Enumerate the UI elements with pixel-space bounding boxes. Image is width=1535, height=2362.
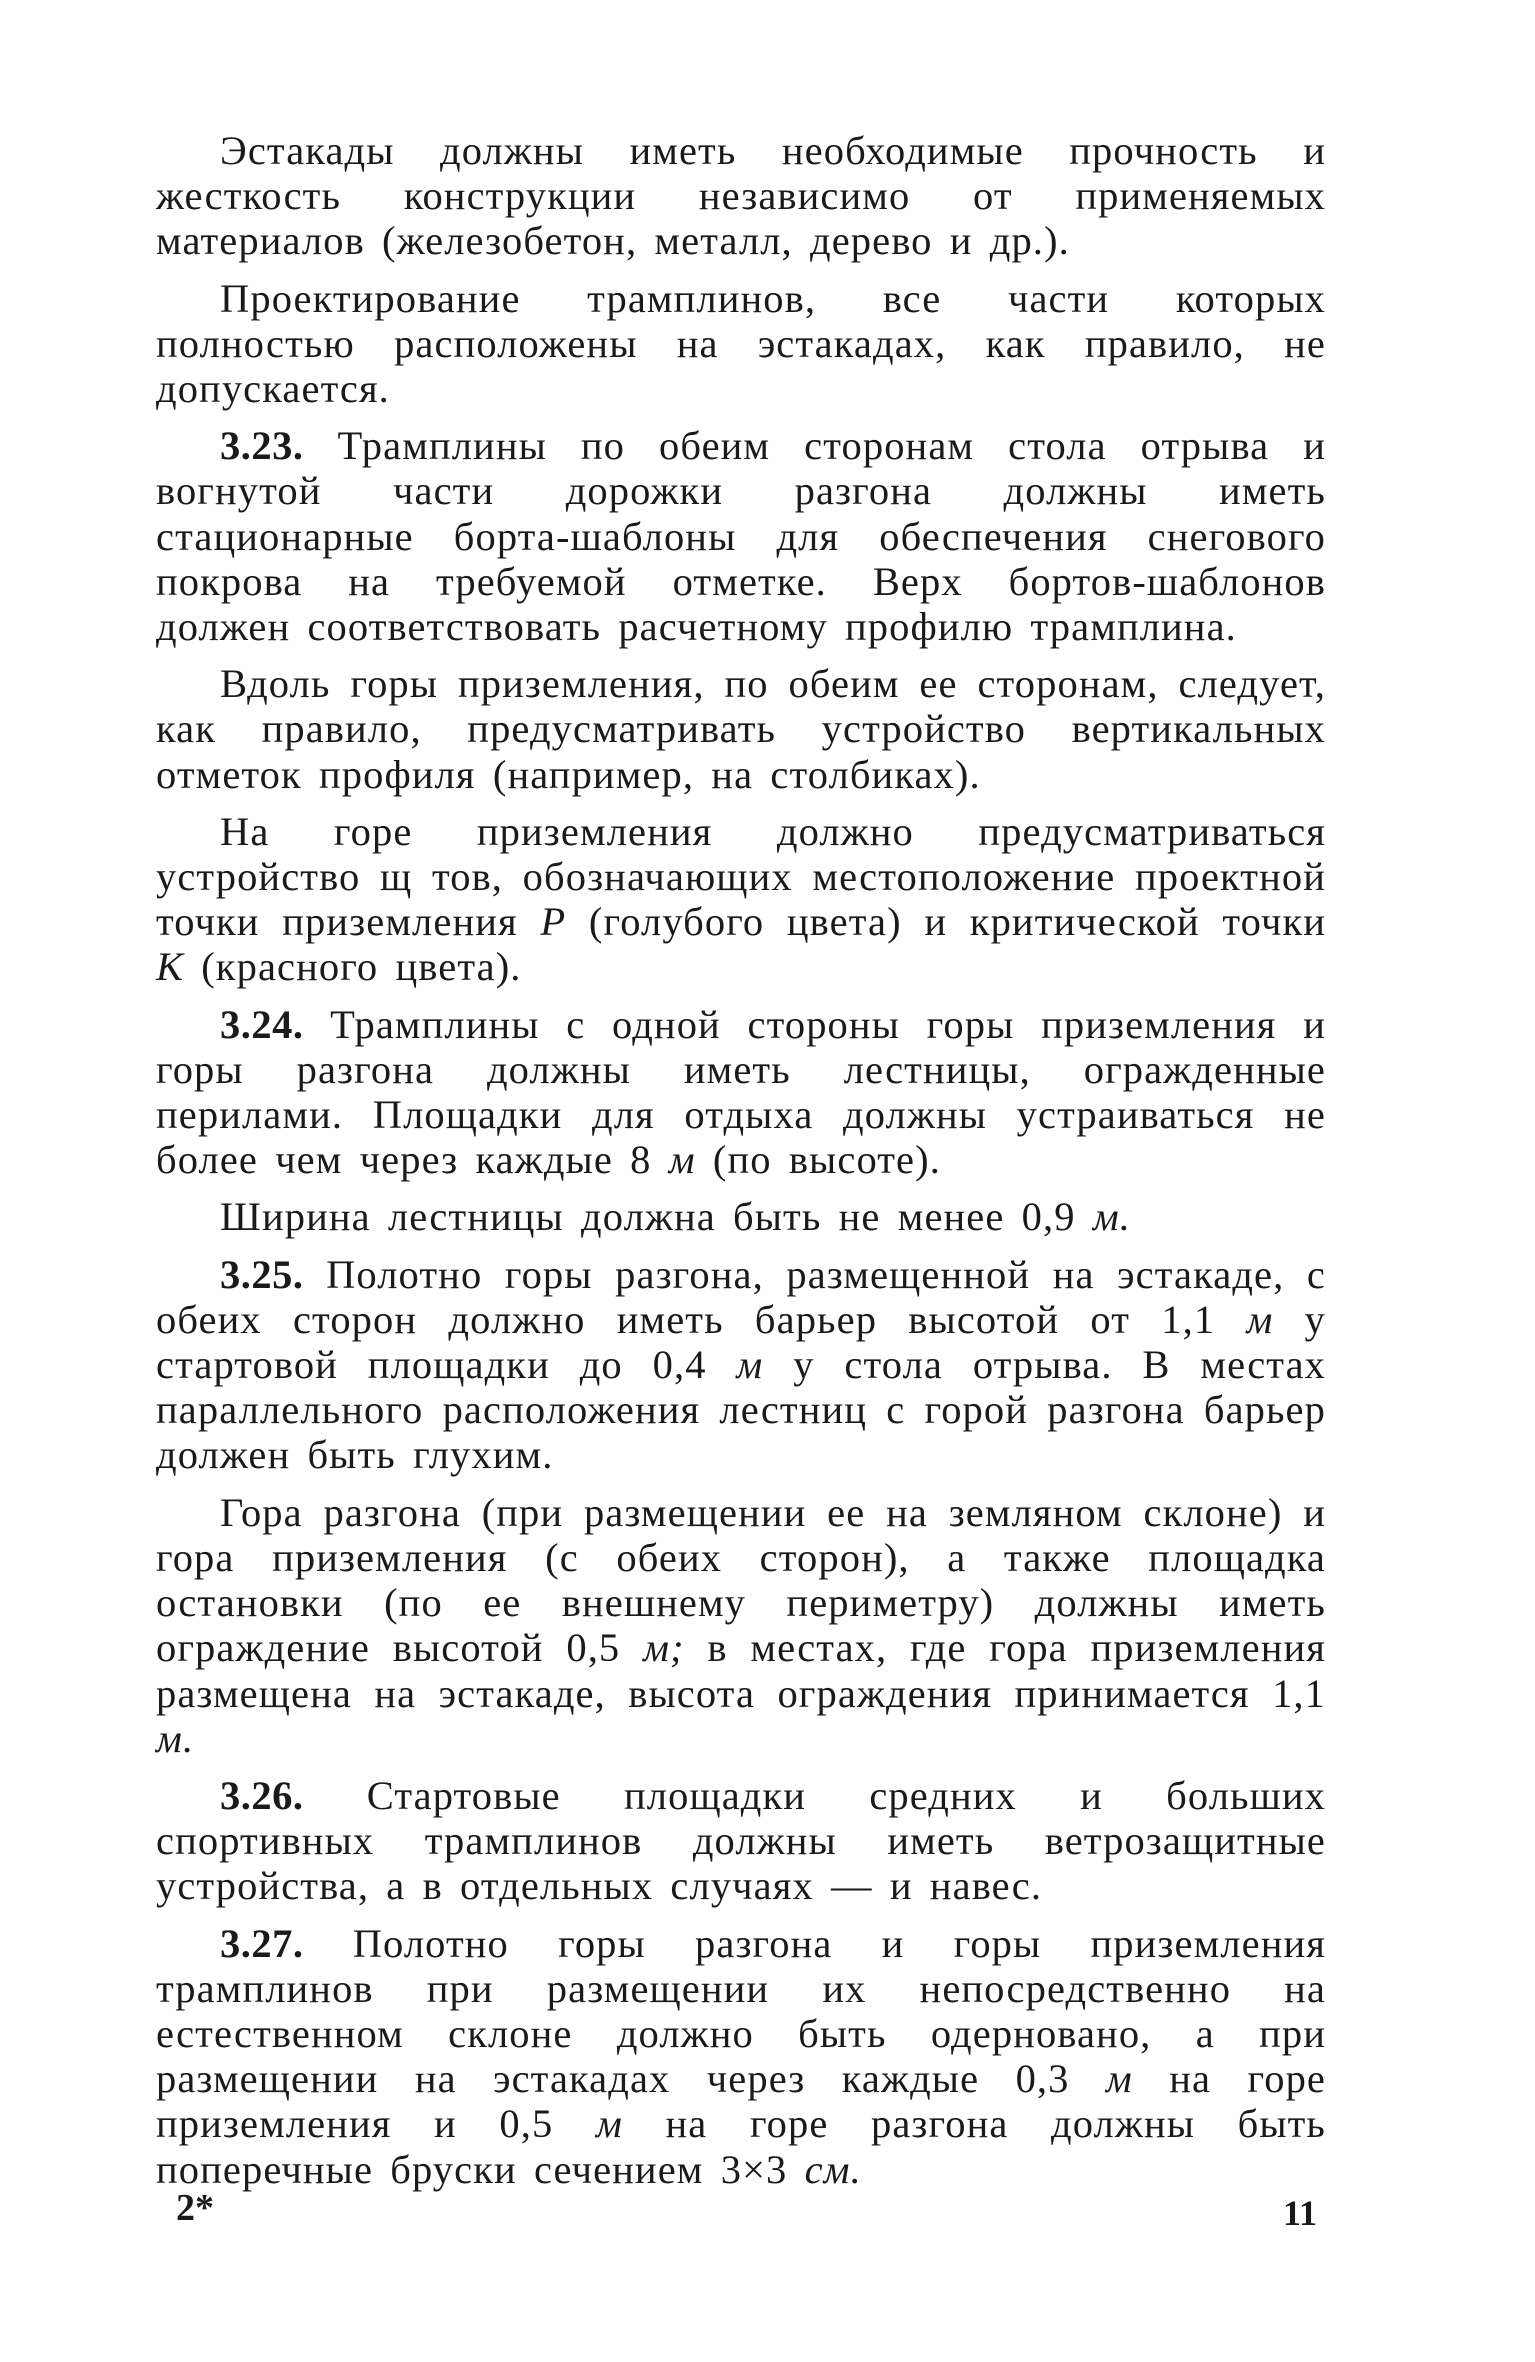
clause-number: 3.24. — [220, 1001, 304, 1047]
clause-number: 3.27. — [220, 1920, 304, 1966]
clause-number: 3.25. — [220, 1251, 304, 1297]
paragraph — [156, 1002, 1326, 1183]
paragraph — [156, 1194, 1326, 1239]
italic-text: К — [156, 944, 184, 990]
italic-text: м — [668, 1137, 696, 1183]
paragraph — [156, 276, 1326, 412]
paragraph-text: (по высоте). — [695, 1137, 941, 1183]
italic-text: Р — [540, 899, 567, 945]
paragraph — [156, 1773, 1326, 1909]
paragraph-text: (голубого цвета) и критической точки — [566, 899, 1327, 945]
paragraph-text: на горе разгона должны быть поперечные бруски сечением 3×3 — [156, 2101, 1327, 2192]
italic-text: м — [1246, 1296, 1274, 1342]
paragraph-text: Трамплины с одной стороны горы приземления и горы разгона должны иметь лестницы, огражденные перилами. Площадки для отдыха должны устраиваться не более чем через каждые 8 — [156, 1001, 1326, 1183]
italic-text: м. — [1092, 1194, 1132, 1240]
paragraph-text: (красного цвета). — [184, 944, 522, 990]
paragraph-text: на горе приземления и 0,5 — [156, 2056, 1326, 2147]
paragraph-text: Ширина лестницы должна быть не менее 0,9 — [220, 1194, 1093, 1240]
paragraph-text: Полотно горы разгона, размещенной на эстакаде, с обеих сторон должно иметь барьер высотой от 1,1 — [156, 1251, 1326, 1342]
paragraph-text: Проектирование трамплинов, все части которых полностью расположены на эстакадах, как правило, не допускается. — [156, 275, 1326, 412]
paragraph — [156, 423, 1326, 649]
italic-text: см. — [804, 2146, 862, 2192]
clause-number: 3.26. — [220, 1772, 304, 1818]
paragraph — [156, 1252, 1326, 1478]
paragraph — [156, 661, 1326, 797]
paragraph-text: Стартовые площадки средних и больших спортивных трамплинов должны иметь ветрозащитные устройства, а в отдельных случаях — и навес. — [156, 1772, 1326, 1909]
italic-text: м. — [156, 1715, 195, 1761]
paragraph-text: у стартовой площадки до 0,4 — [156, 1296, 1327, 1388]
italic-text: м — [1105, 2056, 1133, 2102]
italic-text: м — [736, 1342, 764, 1388]
italic-text: м — [595, 2101, 623, 2147]
clause-number: 3.23. — [220, 423, 304, 469]
paragraph-text: Трамплины по обеим сторонам стола отрыва и вогнутой части дорожки разгона должны иметь стационарные борта-шаблоны для обеспечения снегового покрова на требуемой отметке. Верх бортов-шаблонов должен соответствовать расчетному профилю трамплина. — [156, 423, 1326, 650]
paragraph-text: На горе приземления должно предусматриваться устройство щ тов, обозначающих местоположение проектной точки приземления — [156, 808, 1326, 945]
paragraph-text: у стола отрыва. В местах параллельного расположения лестниц с горой разгона барьер должен быть глухим. — [156, 1342, 1327, 1478]
paragraph — [156, 1921, 1326, 2192]
paragraph-text: в местах, где гора приземления размещена на эстакаде, высота ограждения принимается 1,1 — [156, 1625, 1326, 1716]
paragraph-text: Полотно горы разгона и горы приземления трамплинов при размещении их непосредственно на естественном склоне должно быть одерновано, а при размещении на эстакадах через каждые 0,3 — [156, 1920, 1326, 2102]
signature-mark: 2* — [176, 2187, 214, 2229]
page-number: 11 — [1283, 2193, 1318, 2233]
paragraph — [156, 1490, 1326, 1761]
paragraph — [156, 809, 1326, 990]
italic-text: м; — [643, 1625, 685, 1671]
paragraph-text: Гора разгона (при размещении ее на земляном склоне) и гора приземления (с обеих сторон), а также площадка остановки (по ее внешнему периметру) должны иметь ограждение высотой 0,5 — [156, 1489, 1326, 1671]
paragraph-text: Эстакады должны иметь необходимые прочность и жесткость конструкции независимо от применяемых материалов (железобетон, металл, дерево и др.). — [156, 128, 1326, 264]
paragraph-text: Вдоль горы приземления, по обеим ее сторонам, следует, как правило, предусматривать устройство вертикальных отметок профиля (например, на столбиках). — [156, 661, 1326, 797]
body-text — [156, 128, 1326, 2204]
paragraph — [156, 128, 1326, 264]
